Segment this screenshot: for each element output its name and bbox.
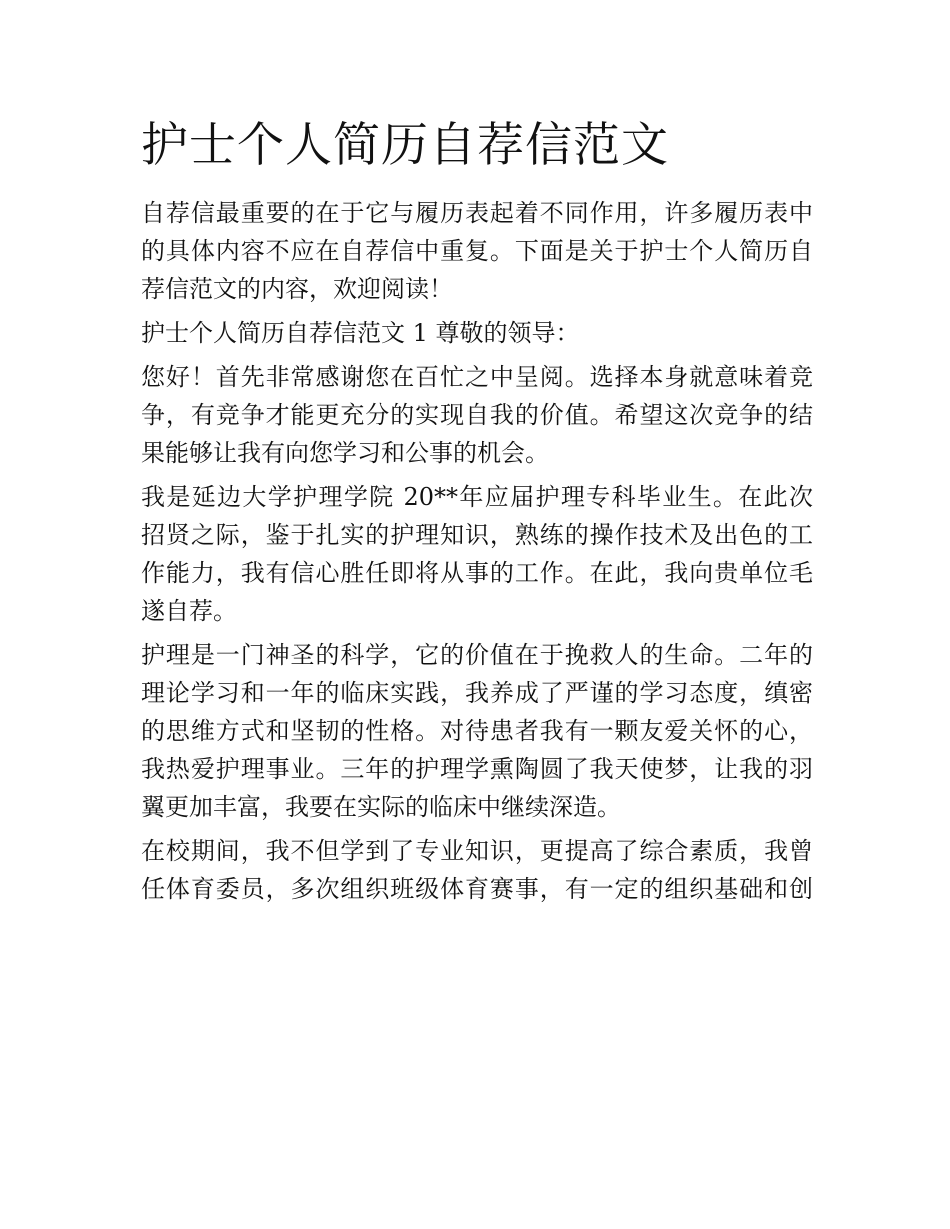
greeting-paragraph <box>141 358 813 478</box>
text-line: 您好！首先非常感谢您在百忙之中呈阅。选择本身就意味着竞 <box>141 363 813 391</box>
school-experience-paragraph <box>141 832 813 914</box>
self-introduction-paragraph <box>141 478 813 636</box>
intro-paragraph <box>141 194 813 314</box>
document-body <box>141 112 813 914</box>
text-line: 荐信范文的内容，欢迎阅读！ <box>141 275 453 303</box>
text-line: 作能力，我有信心胜任即将从事的工作。在此，我向贵单位毛 <box>141 559 813 587</box>
text-line: 我热爱护理事业。三年的护理学熏陶圆了我天使梦，让我的羽 <box>141 755 813 783</box>
text-line: 的具体内容不应在自荐信中重复。下面是关于护士个人简历自 <box>141 237 813 265</box>
text-line: 在校期间，我不但学到了专业知识，更提高了综合素质，我曾 <box>141 837 813 865</box>
text-line: 果能够让我有向您学习和公事的机会。 <box>141 439 549 467</box>
text-line: 护士个人简历自荐信范文 1 尊敬的领导： <box>141 319 580 347</box>
text-line: 招贤之际，鉴于扎实的护理知识，熟练的操作技术及出色的工 <box>141 521 813 549</box>
text-line: 护理是一门神圣的科学，它的价值在于挽救人的生命。二年的 <box>141 641 813 669</box>
text-line: 我是延边大学护理学院 20**年应届护理专科毕业生。在此次 <box>141 483 813 511</box>
text-line: 理论学习和一年的临床实践，我养成了严谨的学习态度，缜密 <box>141 679 813 707</box>
page-title: 护士个人简历自荐信范文 <box>141 118 669 173</box>
nursing-paragraph <box>141 636 813 832</box>
text-line: 翼更加丰富，我要在实际的临床中继续深造。 <box>141 793 621 821</box>
text-line: 争，有竞争才能更充分的实现自我的价值。希望这次竞争的结 <box>141 401 813 429</box>
text-line: 遂自荐。 <box>141 597 237 625</box>
text-line: 任体育委员，多次组织班级体育赛事，有一定的组织基础和创 <box>141 875 813 903</box>
letter-heading-paragraph <box>141 314 813 358</box>
text-line: 自荐信最重要的在于它与履历表起着不同作用，许多履历表中 <box>141 199 813 227</box>
text-line: 的思维方式和坚韧的性格。对待患者我有一颗友爱关怀的心， <box>141 717 813 745</box>
